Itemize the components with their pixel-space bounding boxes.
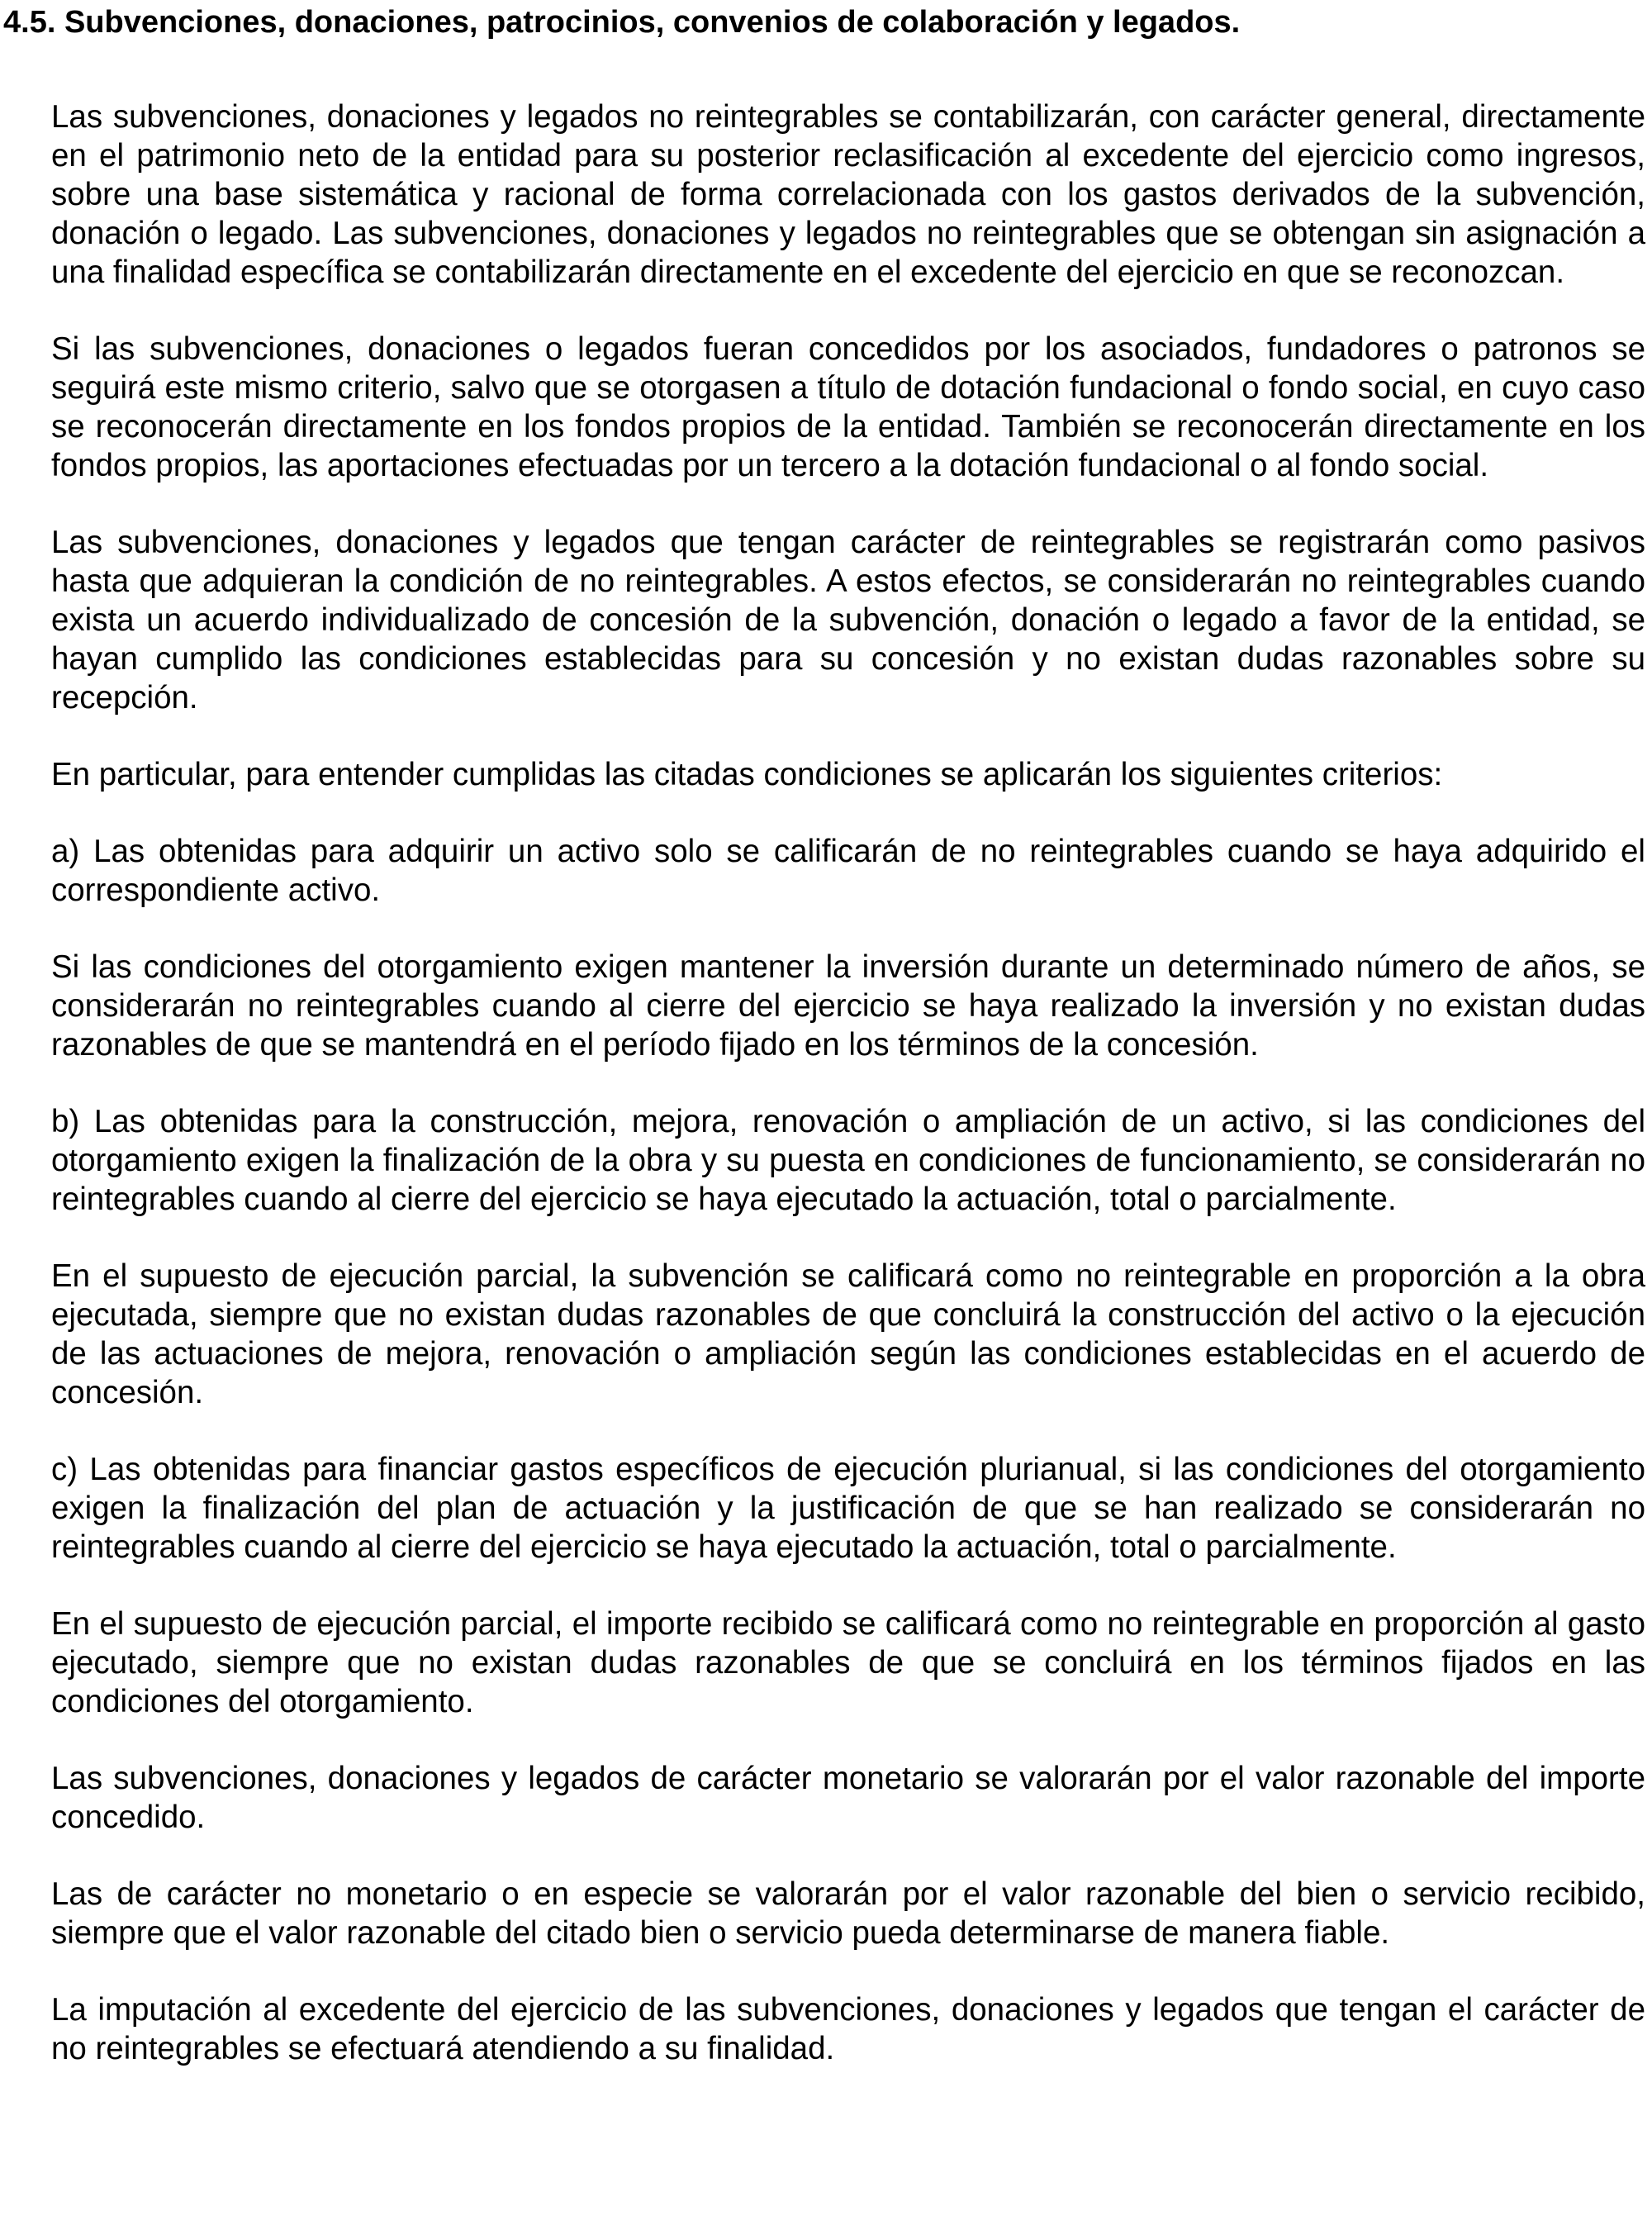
paragraph-non-monetary-valuation: Las de carácter no monetario o en especie se valorarán por el valor razonable del bien o servicio recibido, siempre que el valor razonable del citado bien o servicio pueda determinarse de manera fiable. xyxy=(51,1876,1645,1951)
paragraph-reimbursable: Las subvenciones, donaciones y legados que tengan carácter de reintegrables se registrarán como pasivos hasta que adquieran la condición de no reintegrables. A estos efectos, se considerarán no reintegrables cuando exista un acuerdo individualizado de concesión de la subvención, donación o legado a favor de la entidad, se hayan cumplido las condiciones establecidas para su concesión y no existan dudas razonables sobre su recepción. xyxy=(51,525,1645,716)
paragraph-criterion-b: b) Las obtenidas para la construcción, mejora, renovación o ampliación de un activo, si las condiciones del otorgamiento exigen la finalización de la obra y su puesta en condiciones de funcionamiento, se considerarán no reintegrables cuando al cierre del ejercicio se haya ejecutado la actuación, total o parcialmente. xyxy=(51,1104,1645,1217)
paragraph-monetary-valuation: Las subvenciones, donaciones y legados de carácter monetario se valorarán por el valor razonable del importe concedido. xyxy=(51,1761,1645,1835)
section-heading: 4.5. Subvenciones, donaciones, patrocinios, convenios de colaboración y legados. xyxy=(3,5,1241,40)
paragraph-general-criterion: Las subvenciones, donaciones y legados no reintegrables se contabilizarán, con carácter general, directamente en el patrimonio neto de la entidad para su posterior reclasificación al excedente del ejercicio como ingresos, sobre una base sistemática y racional de forma correlacionada con los gastos derivados de la subvención, donación o legado. Las subvenciones, donaciones y legados no reintegrables que se obtengan sin asignación a una finalidad específica se contabilizarán directamente en el excedente del ejercicio en que se reconozcan. xyxy=(51,99,1645,290)
section-body xyxy=(51,97,1645,2106)
paragraph-criterion-c: c) Las obtenidas para financiar gastos específicos de ejecución plurianual, si las condiciones del otorgamiento exigen la finalización del plan de actuación y la justificación de que se han realizado se considerarán no reintegrables cuando al cierre del ejercicio se haya ejecutado la actuación, total o parcialmente. xyxy=(51,1452,1645,1565)
paragraph-criterion-b-partial: En el supuesto de ejecución parcial, la subvención se calificará como no reintegrable en proporción a la obra ejecutada, siempre que no existan dudas razonables de que concluirá la construcción del activo o la ejecución de las actuaciones de mejora, renovación o ampliación según las condiciones establecidas en el acuerdo de concesión. xyxy=(51,1258,1645,1410)
paragraph-criterion-a-detail: Si las condiciones del otorgamiento exigen mantener la inversión durante un determinado número de años, se considerarán no reintegrables cuando al cierre del ejercicio se haya realizado la inversión y no existan dudas razonables de que se mantendrá en el período fijado en los términos de la concesión. xyxy=(51,949,1645,1063)
paragraph-criteria-intro: En particular, para entender cumplidas las citadas condiciones se aplicarán los siguientes criterios: xyxy=(51,757,1443,792)
paragraph-associates-founders: Si las subvenciones, donaciones o legados fueran concedidos por los asociados, fundadores o patronos se seguirá este mismo criterio, salvo que se otorgasen a título de dotación fundacional o fondo social, en cuyo caso se reconocerán directamente en los fondos propios de la entidad. También se reconocerán directamente en los fondos propios, las aportaciones efectuadas por un tercero a la dotación fundacional o al fondo social. xyxy=(51,331,1645,483)
paragraph-criterion-c-partial: En el supuesto de ejecución parcial, el importe recibido se calificará como no reintegrable en proporción al gasto ejecutado, siempre que no existan dudas razonables de que se concluirá en los términos fijados en las condiciones del otorgamiento. xyxy=(51,1606,1645,1719)
paragraph-imputation: La imputación al excedente del ejercicio de las subvenciones, donaciones y legados que tengan el carácter de no reintegrables se efectuará atendiendo a su finalidad. xyxy=(51,1992,1645,2066)
paragraph-criterion-a: a) Las obtenidas para adquirir un activo solo se calificarán de no reintegrables cuando se haya adquirido el correspondiente activo. xyxy=(51,834,1645,908)
